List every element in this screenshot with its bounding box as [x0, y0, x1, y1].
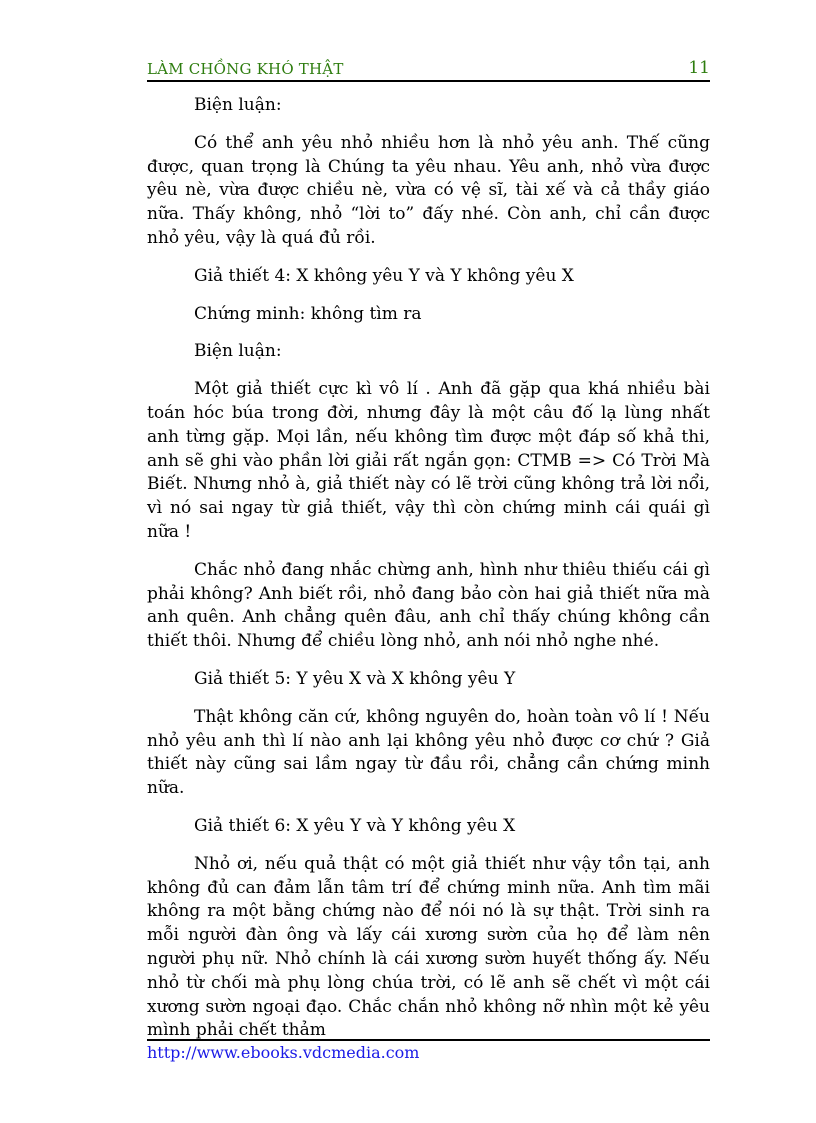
book-title: LÀM CHỒNG KHÓ THẬT [147, 60, 344, 78]
hypothesis-5: Giả thiết 5: Y yêu X và X không yêu Y [194, 668, 516, 689]
paragraph-5: Nhỏ ơi, nếu quả thật có một giả thiết như vậy tồn tại, anh không đủ can đảm lẫn tâm trí để chứng minh nữa. Anh tìm mãi không ra một bằng chứng nào để nói nó là sự thật. Trời sinh ra mỗi người đàn ông và lấy cái xương sườn của họ để làm nên người phụ nữ. Nhỏ chính là cái xương sườn huyết thống ấy. Nếu nhỏ từ chối mà phụ lòng chúa trời, có lẽ anh sẽ chết vì một cái xương sườn ngoại đạo. Chắc chắn nhỏ không nỡ nhìn một kẻ yêu mình phải chết thảm [147, 853, 710, 1041]
hypothesis-6: Giả thiết 6: X yêu Y và Y không yêu X [194, 815, 516, 836]
paragraph-2: Một giả thiết cực kì vô lí . Anh đã gặp qua khá nhiều bài toán hóc búa trong đời, nhưng đây là một câu đố lạ lùng nhất anh từng gặp. Mọi lần, nếu không tìm được một đáp số khả thi, anh sẽ ghi vào phần lời giải rất ngắn gọn: CTMB => Có Trời Mà Biết. Nhưng nhỏ à, giả thiết này có lẽ trời cũng không trả lời nổi, vì nó sai ngay từ giả thiết, vậy thì còn chứng minh cái quái gì nữa ! [147, 379, 710, 542]
footer-url-link[interactable]: http://www.ebooks.vdcmedia.com [147, 1043, 420, 1062]
paragraph-1: Có thể anh yêu nhỏ nhiều hơn là nhỏ yêu anh. Thế cũng được, quan trọng là Chúng ta yêu nhau. Yêu anh, nhỏ vừa được yêu nè, vừa được chiều nè, vừa có vệ sĩ, tài xế và cả thầy giáo nữa. Thấy không, nhỏ “lời to” đấy nhé. Còn anh, chỉ cần được nhỏ yêu, vậy là quá đủ rồi. [147, 132, 710, 248]
proof-line: Chứng minh: không tìm ra [194, 303, 422, 324]
header-divider [147, 80, 710, 82]
paragraph-4: Thật không căn cứ, không nguyên do, hoàn toàn vô lí ! Nếu nhỏ yêu anh thì lí nào anh lại không yêu nhỏ được cơ chứ ? Giả thiết này cũng sai lầm ngay từ đầu rồi, chẳng cần chứng minh nữa. [147, 706, 710, 799]
paragraph-discussion-label-2: Biện luận: [194, 341, 282, 362]
hypothesis-4: Giả thiết 4: X không yêu Y và Y không yêu X [194, 265, 574, 286]
paragraph-discussion-label-1: Biện luận: [194, 95, 282, 115]
page-number: 11 [688, 58, 710, 78]
page-body [147, 94, 710, 1057]
footer-divider [147, 1039, 710, 1041]
paragraph-3: Chắc nhỏ đang nhắc chừng anh, hình như thiêu thiếu cái gì phải không? Anh biết rồi, nhỏ đang bảo còn hai giả thiết nữa mà anh quên. Anh chẳng quên đâu, anh chỉ thấy chúng không cần thiết thôi. Nhưng để chiều lòng nhỏ, anh nói nhỏ nghe nhé. [147, 559, 710, 652]
page-header [147, 58, 710, 80]
